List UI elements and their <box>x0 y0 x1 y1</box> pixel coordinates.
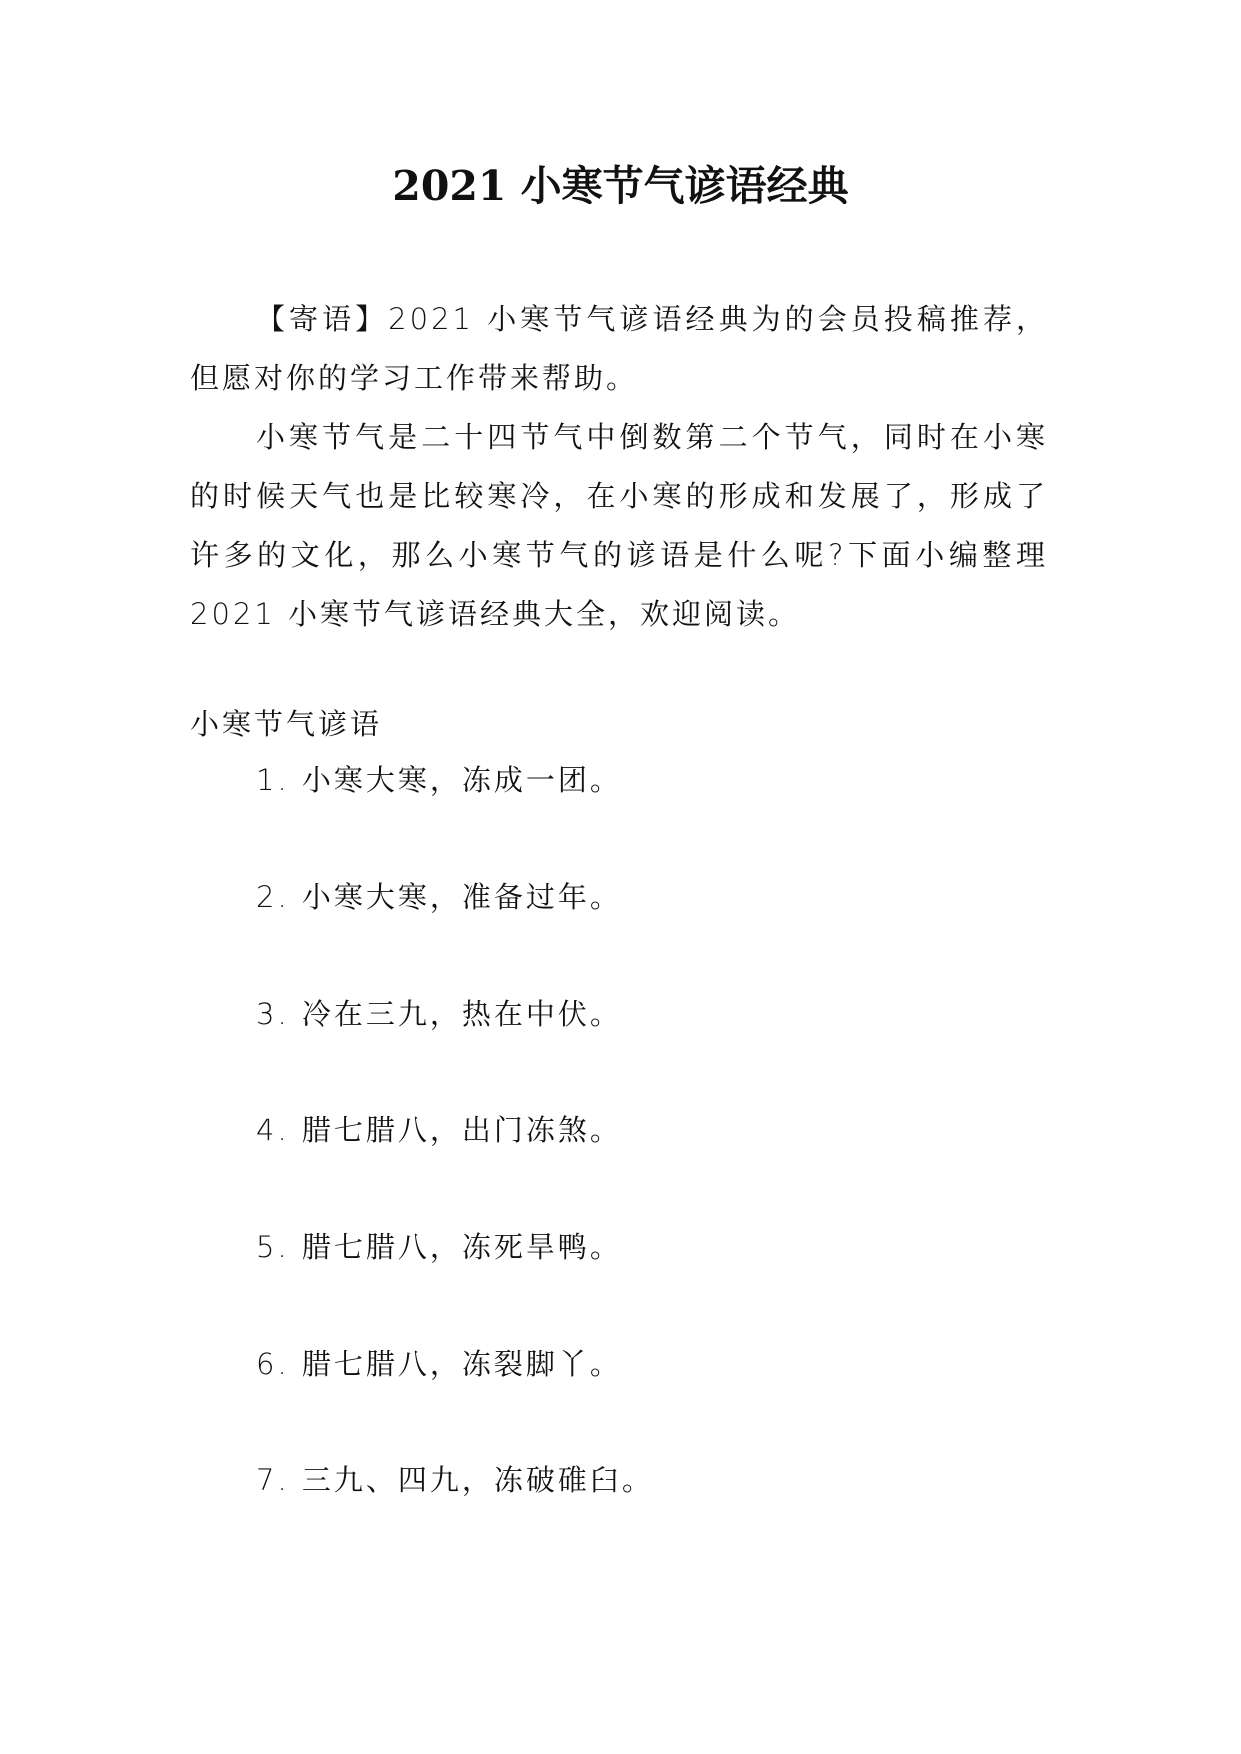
section-heading: 小寒节气谚语 <box>190 707 383 741</box>
saying-item: 7. 三九、四九，冻破碓臼。 <box>256 1463 654 1497</box>
intro-paragraph-description: 小寒节气是二十四节气中倒数第二个节气，同时在小寒的时候天气也是比较寒冷，在小寒的形成和发展了，形成了许多的文化，那么小寒节气的谚语是什么呢?下面小编整理 2021 小寒节气谚语经典大全，欢迎阅读。 <box>190 420 1048 631</box>
intro-paragraph-dedication: 【寄语】2021 小寒节气谚语经典为的会员投稿推荐，但愿对你的学习工作带来帮助。 <box>190 302 1048 395</box>
saying-item: 2. 小寒大寒，准备过年。 <box>256 880 622 914</box>
saying-item: 4. 腊七腊八，出门冻煞。 <box>256 1113 622 1147</box>
saying-item: 6. 腊七腊八，冻裂脚丫。 <box>256 1347 622 1381</box>
saying-item: 3. 冷在三九，热在中伏。 <box>256 997 622 1031</box>
saying-item: 5. 腊七腊八，冻死旱鸭。 <box>256 1230 622 1264</box>
intro-section <box>190 290 1048 644</box>
document-title: 2021 小寒节气谚语经典 <box>392 162 849 210</box>
saying-item: 1. 小寒大寒，冻成一团。 <box>256 763 622 797</box>
